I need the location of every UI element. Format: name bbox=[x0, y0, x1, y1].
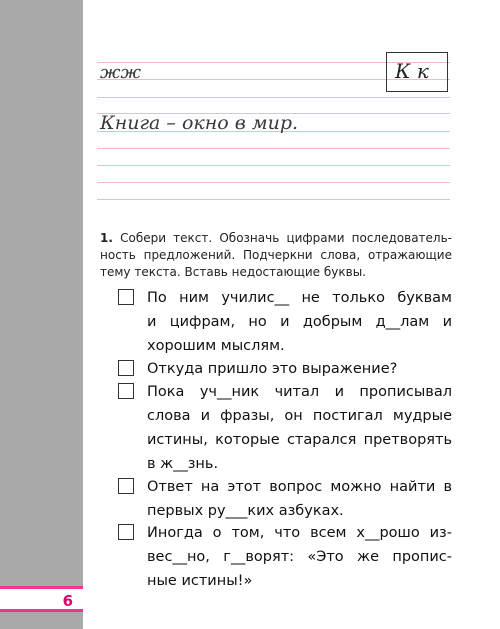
checkbox[interactable] bbox=[118, 289, 134, 305]
task-line: ность предложений. Подчеркни слова, отражающие bbox=[100, 248, 452, 262]
item-line: Ответ на этот вопрос можно найти в bbox=[147, 479, 452, 495]
writing-rule bbox=[97, 199, 450, 200]
letter-box-text: К к bbox=[395, 59, 429, 83]
item-line: Откуда пришло это выражение? bbox=[147, 361, 398, 377]
writing-rule bbox=[97, 148, 450, 149]
item-line: первых ру___ких азбуках. bbox=[147, 503, 344, 519]
item-line: в ж__знь. bbox=[147, 456, 219, 472]
task-line: тему текста. Вставь недостающие буквы. bbox=[100, 265, 366, 279]
item-line: Иногда о том, что всем х__рошо из- bbox=[147, 525, 452, 541]
item-line: По ним училис__ не только буквам bbox=[147, 290, 452, 306]
writing-rule bbox=[97, 165, 450, 166]
item-line: слова и фразы, он постигал мудрые bbox=[147, 408, 452, 424]
item-line: и цифрам, но и добрым д__лам и bbox=[147, 314, 452, 330]
page-number-box bbox=[0, 586, 83, 612]
handwritten-sentence: Книга – окно в мир. bbox=[100, 112, 299, 134]
page-number: 6 bbox=[62, 592, 73, 610]
checkbox[interactable] bbox=[118, 383, 134, 399]
writing-rule bbox=[97, 97, 450, 98]
task-instructions bbox=[100, 230, 452, 281]
writing-rule bbox=[97, 182, 450, 183]
checkbox[interactable] bbox=[118, 524, 134, 540]
checkbox[interactable] bbox=[118, 478, 134, 494]
checkbox[interactable] bbox=[118, 360, 134, 376]
item-line: ные истины!» bbox=[147, 573, 253, 589]
sample-letters: жж bbox=[100, 62, 141, 83]
item-line: истины, которые старался претворять bbox=[147, 432, 452, 448]
item-line: вес__но, г__ворят: «Это же пропис- bbox=[147, 549, 452, 565]
item-line: Пока уч__ник читал и прописывал bbox=[147, 384, 452, 400]
item-line: хорошим мыслям. bbox=[147, 338, 285, 354]
task-number: 1. bbox=[100, 231, 113, 245]
letter-box bbox=[386, 52, 448, 92]
left-margin-bar bbox=[0, 0, 83, 629]
task-line: Собери текст. Обозначь цифрами последователь- bbox=[120, 231, 452, 245]
